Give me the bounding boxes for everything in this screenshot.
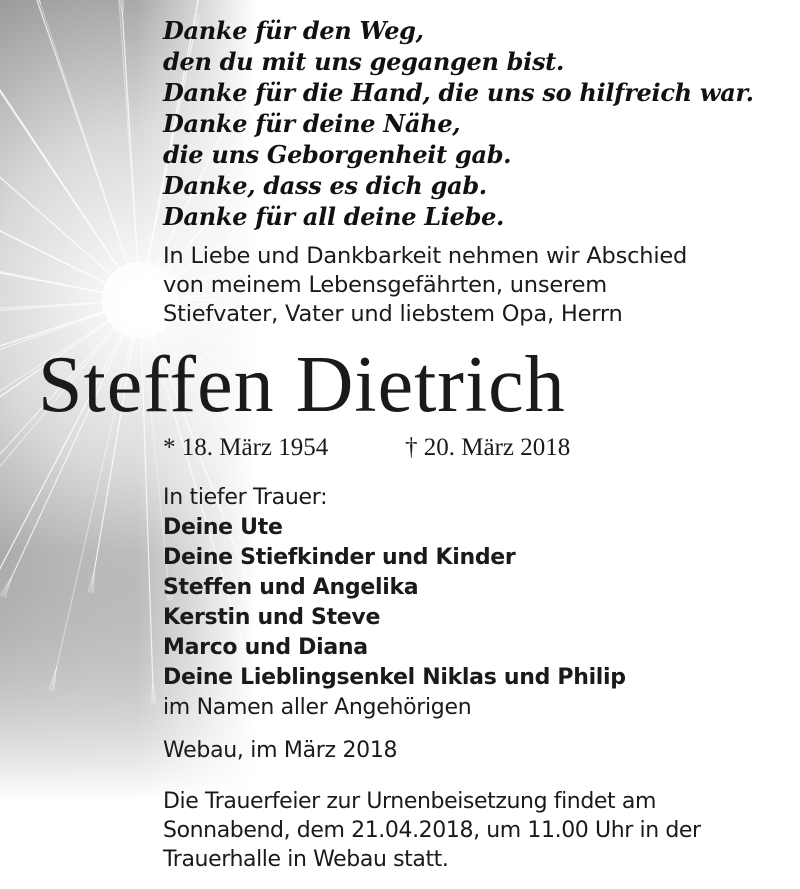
poem-line: Danke für all deine Liebe. [163,202,505,231]
mourners-heading: In tiefer Trauer: [163,485,328,510]
place-and-date: Webau, im März 2018 [163,738,398,763]
birth-date: * 18. März 1954 [163,434,329,461]
mourner-name: Marco und Diana [163,635,368,660]
service-line: Trauerhalle in Webau statt. [163,847,449,872]
mourner-name: Kerstin und Steve [163,605,381,630]
deceased-name: Steffen Dietrich [38,341,566,429]
funeral-service-info [163,787,701,874]
poem-line: die uns Geborgenheit gab. [163,140,512,169]
mourners-closing: im Namen aller Angehörigen [163,695,472,720]
intro-line: Stiefvater, Vater und liebstem Opa, Herrn [163,301,623,327]
poem-line: den du mit uns gegangen bist. [163,47,564,76]
poem-line: Danke für deine Nähe, [163,109,461,138]
mourner-name: Deine Stiefkinder und Kinder [163,545,516,570]
intro-line: In Liebe und Dankbarkeit nehmen wir Abschied [163,243,688,269]
poem-line: Danke für die Hand, die uns so hilfreich war. [163,78,754,107]
death-date: † 20. März 2018 [405,434,571,461]
service-line: Die Trauerfeier zur Urnenbeisetzung findet am [163,789,656,814]
poem-line: Danke, dass es dich gab. [163,171,487,200]
farewell-intro [163,242,687,329]
poem-line: Danke für den Weg, [163,16,424,45]
poem [163,15,754,232]
mourner-name: Deine Lieblingsenkel Niklas und Philip [163,665,626,690]
mourner-name: Deine Ute [163,515,283,540]
mourners-list [163,483,626,723]
service-line: Sonnabend, dem 21.04.2018, um 11.00 Uhr in der [163,818,701,843]
mourner-name: Steffen und Angelika [163,575,419,600]
intro-line: von meinem Lebensgefährten, unserem [163,272,607,298]
